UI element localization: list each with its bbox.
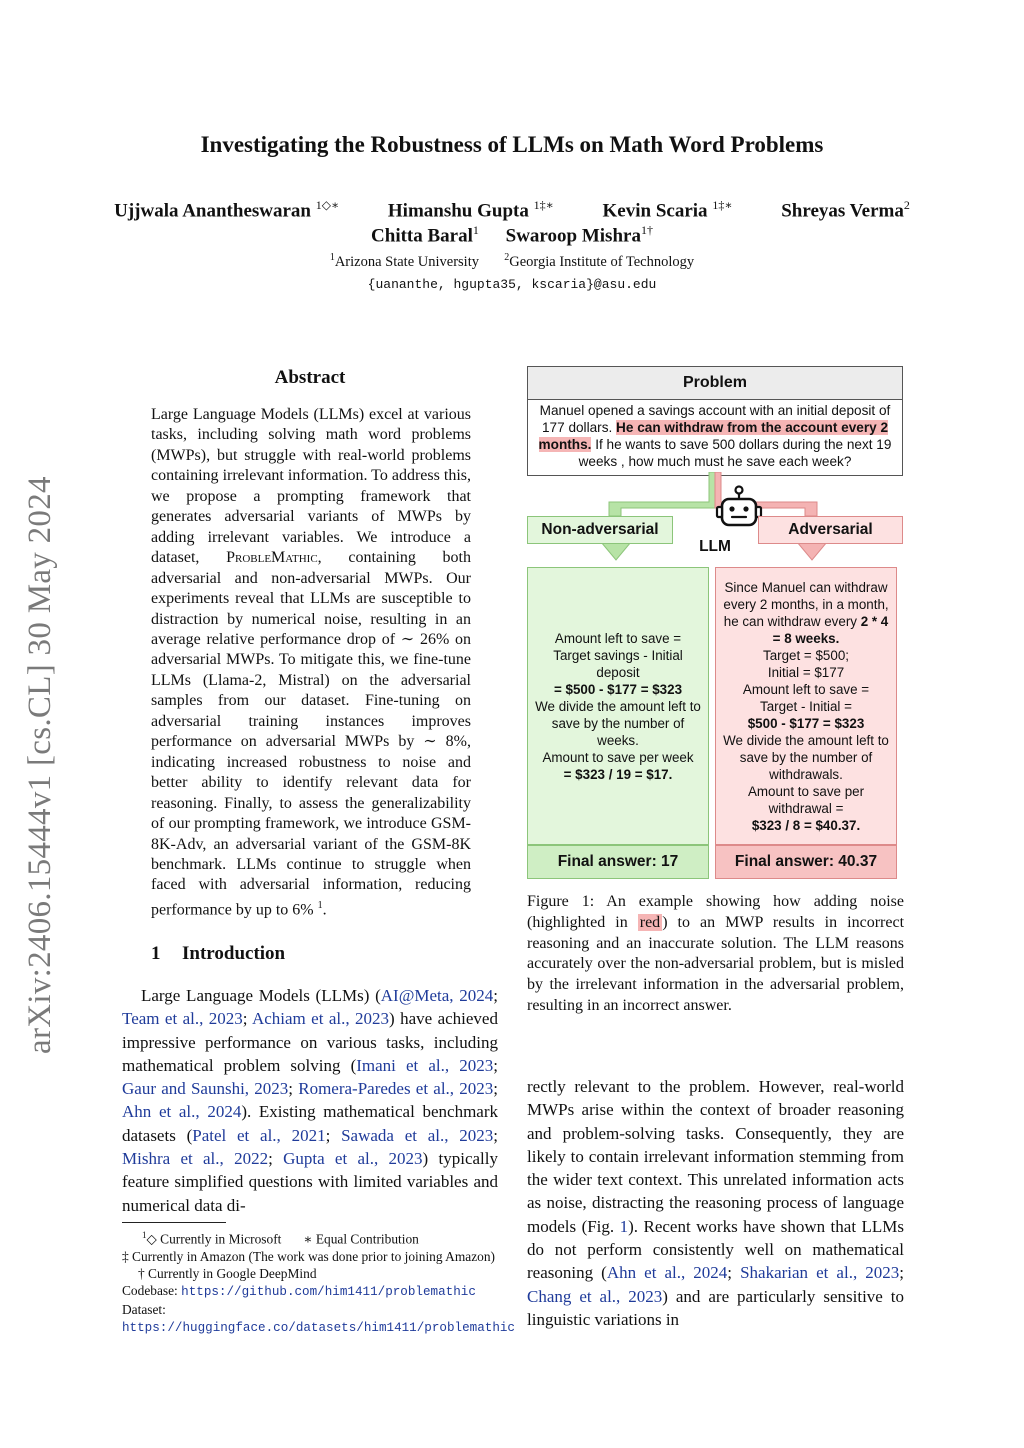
citation-link[interactable]: Romera-Paredes et al., 2023 <box>298 1079 494 1099</box>
noise-highlight: He can withdraw from the account every 2 months. <box>538 420 889 452</box>
section-title: Introduction <box>182 943 286 964</box>
separator: ; <box>727 1263 741 1283</box>
separator: ; <box>325 1125 342 1145</box>
author-affil-mark: 1◇∗ <box>315 198 340 212</box>
citation-link[interactable]: Team et al., 2023 <box>122 1009 243 1029</box>
citation-link[interactable]: Achiam et al., 2023 <box>251 1009 390 1029</box>
author-affil-mark: 2 <box>903 198 910 212</box>
footnote-text: ∗ Equal Contribution <box>303 1231 419 1247</box>
author-name: Kevin Scaria <box>602 200 708 222</box>
intro-paragraph <box>122 984 498 1217</box>
citation-link[interactable]: Sawada et al., 2023 <box>341 1125 494 1145</box>
dataset-name: ProbleMathic <box>226 549 318 567</box>
problem-text <box>527 399 903 476</box>
author-name: Ujjwala Anantheswaran <box>114 200 311 222</box>
reasoning-line: = $500 - $177 = $323 <box>553 681 683 697</box>
caption-text: Figure 1: An example showing how adding noise (highlighted in <box>527 893 904 931</box>
reasoning-line: Initial = $177 <box>767 664 845 680</box>
affiliation: Georgia Institute of Technology <box>509 253 695 270</box>
green-arrow <box>609 472 715 516</box>
reasoning-line: Target savings - Initial deposit <box>553 647 683 680</box>
dataset-link[interactable]: https://huggingface.co/datasets/him1411/problemathic <box>122 1321 515 1336</box>
footnote-divider <box>122 1222 226 1223</box>
separator: ; <box>268 1149 284 1169</box>
footnote-line <box>122 1301 515 1337</box>
intro-paragraph-continued <box>527 1075 904 1331</box>
final-answer-non-adversarial: Final answer: 17 <box>527 845 709 879</box>
footnote-label: Dataset: <box>122 1302 170 1318</box>
citation-link[interactable]: Ahn et al., 2024 <box>606 1263 728 1283</box>
author-name: Chitta Baral <box>371 225 473 247</box>
affil-mark: 2 <box>504 252 510 263</box>
paper-title: Investigating the Robustness of LLMs on Math Word Problems <box>200 132 824 157</box>
separator: ; <box>493 1055 498 1075</box>
footnote-text: † Currently in Google DeepMind <box>138 1265 317 1281</box>
body-text: ). Existing mathematical benchmark datasets ( <box>122 1102 498 1145</box>
footnote-line <box>122 1248 502 1282</box>
citation-link[interactable]: Gaur and Saunshi, 2023 <box>122 1079 289 1099</box>
reasoning-line: $500 - $177 = $323 <box>747 715 865 731</box>
footnote-text: ◇ Currently in Microsoft <box>146 1231 282 1247</box>
author-row-2 <box>0 223 1024 247</box>
body-text: ) typically feature simplified questions with limited variables and numerical data di- <box>122 1149 498 1215</box>
abstract-heading: Abstract <box>274 367 346 388</box>
footnote-ref[interactable]: 1 <box>317 899 323 911</box>
caption-text: ) to an MWP results in incorrect reasoning and an inaccurate solution. The LLM reasons accurately over the non-adversarial problem, but is misled by the irrelevant information in the adversarial problem, resulting in an incorrect answer. <box>527 913 905 1014</box>
reasoning-line: We divide the amount left to save by the number of weeks. <box>535 698 701 748</box>
non-adversarial-label: Non-adversarial <box>527 516 673 544</box>
citation-link[interactable]: Gupta et al., 2023 <box>283 1149 423 1169</box>
figure-ref-link[interactable]: 1 <box>619 1216 629 1236</box>
abstract-text: Large Language Models (LLMs) excel at various tasks, including solving math word problems (MWPs), but struggle with real-world problems containing irrelevant information. To address this, we propose a prompting framework that generates adversarial variants of MWPs by adding irrelevant variables. We introduce a dataset, <box>151 406 471 567</box>
citation-link[interactable]: Mishra et al., 2022 <box>122 1149 269 1169</box>
non-adversarial-reasoning <box>527 567 709 845</box>
separator: ; <box>899 1263 904 1283</box>
reasoning-line: Target - Initial = <box>760 698 852 714</box>
reasoning-line: Amount to save per week <box>542 749 694 765</box>
section-number: 1 <box>151 943 161 964</box>
footnote-line <box>122 1227 502 1248</box>
green-arrow-head <box>601 542 631 560</box>
author-affil-mark: 1‡∗ <box>533 198 554 212</box>
body-text: ). Recent works have shown that LLMs do not perform consistently well on mathematical reasoning ( <box>527 1216 905 1283</box>
reasoning-line: Amount left to save = <box>742 681 870 697</box>
reasoning-line <box>718 579 894 647</box>
caption-red-word: red <box>639 913 661 931</box>
footnote-line <box>122 1282 502 1301</box>
author-affil-mark: 1† <box>640 223 653 237</box>
footnotes <box>122 1227 515 1338</box>
separator: ; <box>242 1009 252 1029</box>
body-text: ) and are particularly sensitive to linguistic variations in <box>527 1286 905 1329</box>
citation-link[interactable]: Patel et al., 2021 <box>192 1125 326 1145</box>
author-row-1 <box>0 198 1024 222</box>
body-text: rectly relevant to the problem. However, real-world MWPs arise within the context of broader reasoning and problem-solving tasks. Consequently, they are likely to contain irrelevant information stemming from the wider text context. This unrelated information acts as noise, distracting the reasoning process of language models (Fig. <box>527 1077 904 1236</box>
separator: ; <box>288 1079 299 1099</box>
reasoning-line: Amount left to save = <box>554 630 682 646</box>
author-affil-mark: 1 <box>472 223 479 237</box>
arxiv-stamp: arXiv:2406.15444v1 [cs.CL] 30 May 2024 <box>22 476 58 1054</box>
separator: ; <box>493 986 498 1005</box>
figure-caption <box>527 892 904 1017</box>
citation-link[interactable]: AI@Meta, 2024 <box>380 986 494 1005</box>
section-heading-introduction <box>151 943 285 965</box>
author-name: Himanshu Gupta <box>387 200 529 222</box>
author-emails[interactable]: {uananthe, hgupta35, kscaria}@asu.edu <box>367 277 657 292</box>
problem-sentence: If he wants to save 500 dollars during the next 19 weeks , how much must he save each week? <box>578 437 892 469</box>
author-name: Swaroop Mishra <box>505 225 641 247</box>
final-answer-adversarial: Final answer: 40.37 <box>715 845 897 879</box>
separator: ; <box>493 1125 499 1145</box>
separator: ; <box>493 1079 498 1099</box>
citation-link[interactable]: Imani et al., 2023 <box>356 1055 494 1075</box>
abstract-text: , containing both adversarial and non-adversarial MWPs. Our experiments reveal that LLMs are susceptible to distraction by numerical noise, resulting in an average relative performance drop of ∼ 26% on adversarial MWPs. To mitigate this, we fine-tune LLMs (Llama-2, Mistral) on the adversarial samples from our dataset. Fine-tuning on adversarial training instances improves performance on adversarial MWPs by ∼ 8%, indicating increased robustness to noise and better ability to identify relevant data for reasoning. Finally, to assess the generalizability of our prompting framework, we introduce GSM-8K-Adv, an adversarial variant of the GSM-8K benchmark. LLMs continue to struggle when faced with adversarial information, reducing performance by up to 6% <box>151 549 471 919</box>
citation-link[interactable]: Shakarian et al., 2023 <box>740 1263 900 1283</box>
adversarial-reasoning <box>715 567 897 845</box>
affiliations <box>0 252 1024 271</box>
reasoning-line: = $323 / 19 = $17. <box>563 766 673 782</box>
author-affil-mark: 1‡∗ <box>712 198 733 212</box>
reasoning-text: 2 * 4 = 8 weeks. <box>772 613 889 646</box>
figure-1 <box>527 366 903 881</box>
problem-sentence: Manuel opened a savings account with an initial deposit of 177 dollars. <box>539 403 891 435</box>
robot-icon <box>714 484 764 534</box>
footnote-text: ‡ Currently in Amazon (The work was done prior to joining Amazon) <box>122 1248 496 1264</box>
codebase-link[interactable]: https://github.com/him1411/problemathic <box>181 1285 476 1300</box>
reasoning-text: Since Manuel can withdraw every 2 months, in a month, he can withdraw every <box>723 579 889 629</box>
llm-label: LLM <box>699 538 731 555</box>
red-arrow-head <box>797 542 827 560</box>
footnote-mark: 1 <box>142 1230 147 1240</box>
affil-mark: 1 <box>329 252 335 263</box>
abstract-body <box>151 405 471 921</box>
reasoning-line: We divide the amount left to save by the number of withdrawals. <box>723 732 889 782</box>
reasoning-line: Amount to save per withdrawal = <box>747 783 865 816</box>
reasoning-line: Target = $500; <box>763 647 849 663</box>
body-text: Large Language Models (LLMs) ( <box>141 986 381 1005</box>
body-text: ) have achieved impressive performance on various tasks, including mathematical problem solving ( <box>122 1009 498 1075</box>
abstract-end: . <box>322 901 327 919</box>
footnote-label: Codebase: <box>122 1283 182 1299</box>
citation-link[interactable]: Ahn et al., 2024 <box>122 1102 242 1122</box>
adversarial-label: Adversarial <box>758 516 903 544</box>
affiliation: Arizona State University <box>334 253 479 270</box>
author-name: Shreyas Verma <box>781 200 904 222</box>
problem-header: Problem <box>527 366 903 400</box>
citation-link[interactable]: Chang et al., 2023 <box>527 1286 663 1306</box>
reasoning-line: $323 / 8 = $40.37. <box>751 817 861 833</box>
